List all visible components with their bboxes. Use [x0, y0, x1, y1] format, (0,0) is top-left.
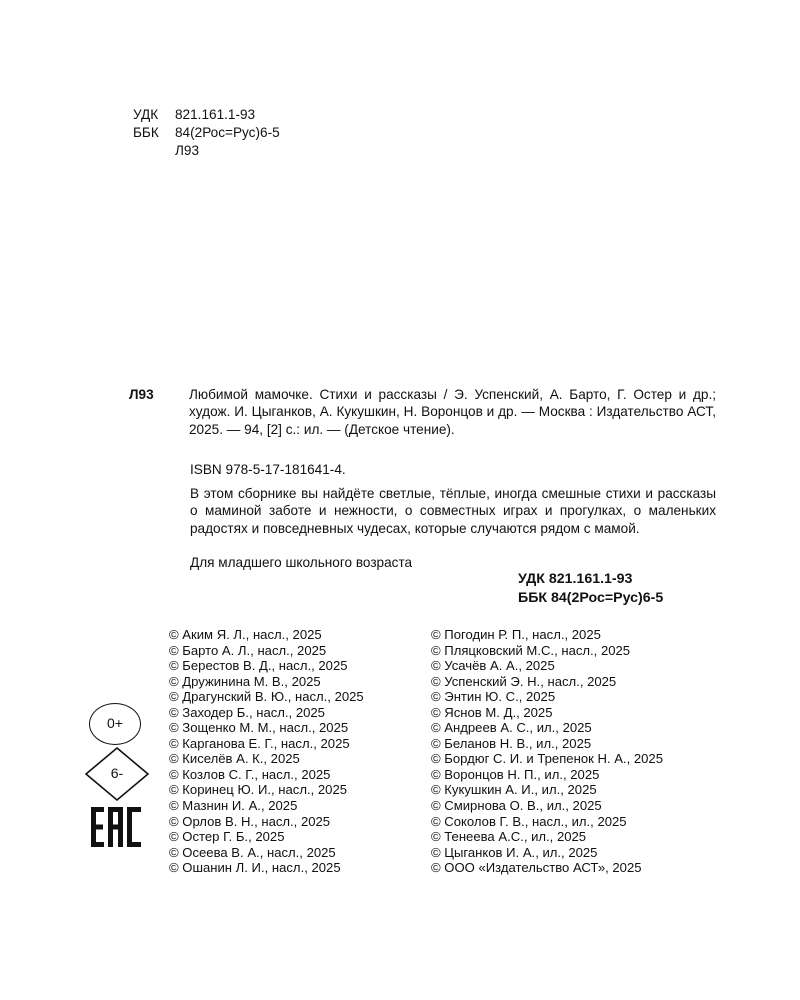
copyright-item: © Заходер Б., насл., 2025 — [169, 704, 325, 720]
copyright-item: © Беланов Н. В., ил., 2025 — [431, 735, 592, 751]
copyright-item: © ООО «Издательство АСТ», 2025 — [431, 860, 642, 876]
copyright-item: © Бордюг С. И. и Трепенок Н. А., 2025 — [431, 751, 663, 767]
copyright-item: © Коринец Ю. И., насл., 2025 — [169, 782, 348, 798]
copyright-item: © Орлов В. Н., насл., 2025 — [169, 813, 331, 829]
copyright-item: © Успенский Э. Н., насл., 2025 — [431, 673, 617, 689]
copyright-item: © Барто А. Л., насл., 2025 — [169, 642, 327, 658]
copyright-item: © Цыганков И. А., ил., 2025 — [431, 844, 598, 860]
bbk-value: 84(2Рос=Рус)6-5 — [175, 125, 280, 140]
copyright-item: © Воронцов Н. П., ил., 2025 — [431, 766, 600, 782]
copyright-item: © Яснов М. Д., 2025 — [431, 704, 553, 720]
isbn: ISBN 978-5-17-181641-4. — [190, 462, 346, 477]
classification-codes — [133, 106, 280, 160]
copyright-item: © Дружинина М. В., 2025 — [169, 673, 321, 689]
audience: Для младшего школьного возраста — [190, 555, 413, 570]
biblio-description: Любимой мамочке. Стихи и рассказы / Э. Успенский, А. Барто, Г. Остер и др.; худож. И. Цыганков, А. Кукушкин, Н. Воронцов и др. — Москва : Издательство АСТ, 2025. — 94, [2] с.: ил. — (Детское чтение). — [189, 387, 716, 437]
copyright-item: © Осеева В. А., насл., 2025 — [169, 844, 336, 860]
copyright-item: © Андреев А. С., ил., 2025 — [431, 720, 592, 736]
bottom-classification — [518, 570, 663, 608]
author-sign: Л93 — [175, 143, 200, 158]
copyright-item: © Соколов Г. В., насл., ил., 2025 — [431, 813, 627, 829]
copyright-item: © Ошанин Л. И., насл., 2025 — [169, 860, 341, 876]
copyright-item: © Тенеева А.С., ил., 2025 — [431, 829, 587, 845]
copyright-item: © Остер Г. Б., 2025 — [169, 829, 285, 845]
copyright-list-right — [431, 627, 663, 876]
copyright-item: © Карганова Е. Г., насл., 2025 — [169, 735, 350, 751]
copyright-item: © Смирнова О. В., ил., 2025 — [431, 798, 602, 814]
udk-label: УДК — [133, 107, 159, 122]
annotation — [190, 485, 716, 537]
bbk-row — [133, 124, 280, 142]
copyright-item: © Аким Я. Л., насл., 2025 — [169, 627, 322, 642]
biblio-author-sign: Л93 — [129, 387, 154, 402]
copyright-item: © Берестов В. Д., насл., 2025 — [169, 658, 348, 674]
copyright-list-left — [169, 627, 364, 876]
eac-mark-icon — [90, 805, 142, 849]
udk-value: 821.161.1-93 — [175, 107, 256, 122]
copyright-item: © Киселёв А. К., 2025 — [169, 751, 300, 767]
copyright-item: © Погодин Р. П., насл., 2025 — [431, 627, 601, 642]
copyright-item: © Усачёв А. А., 2025 — [431, 658, 555, 674]
annotation-text: В этом сборнике вы найдёте светлые, тёплые, иногда смешные стихи и рассказы о маминой заботе и нежности, о совместных играх и прогулках, о маленьких радостях и повседневных чудесах, которые случаются рядом с мамой. — [190, 486, 716, 536]
copyright-item: © Драгунский В. Ю., насл., 2025 — [169, 689, 364, 705]
age-secondary-label: 6- — [110, 765, 124, 782]
copyright-item: © Мазнин И. А., 2025 — [169, 798, 298, 814]
bottom-udk: УДК 821.161.1-93 — [518, 571, 633, 587]
age-rating-label: 0+ — [107, 715, 123, 732]
bibliographic-record — [129, 386, 716, 438]
copyright-item: © Зощенко М. М., насл., 2025 — [169, 720, 349, 736]
bottom-bbk: ББК 84(2Рос=Рус)6-5 — [518, 590, 664, 606]
bbk-label: ББК — [133, 125, 159, 140]
copyright-item: © Энтин Ю. С., 2025 — [431, 689, 556, 705]
copyright-item: © Кукушкин А. И., ил., 2025 — [431, 782, 597, 798]
copyright-item: © Пляцковский М.С., насл., 2025 — [431, 642, 631, 658]
udk-row — [133, 106, 280, 124]
copyright-item: © Козлов С. Г., насл., 2025 — [169, 766, 331, 782]
age-rating-badge — [89, 703, 141, 745]
